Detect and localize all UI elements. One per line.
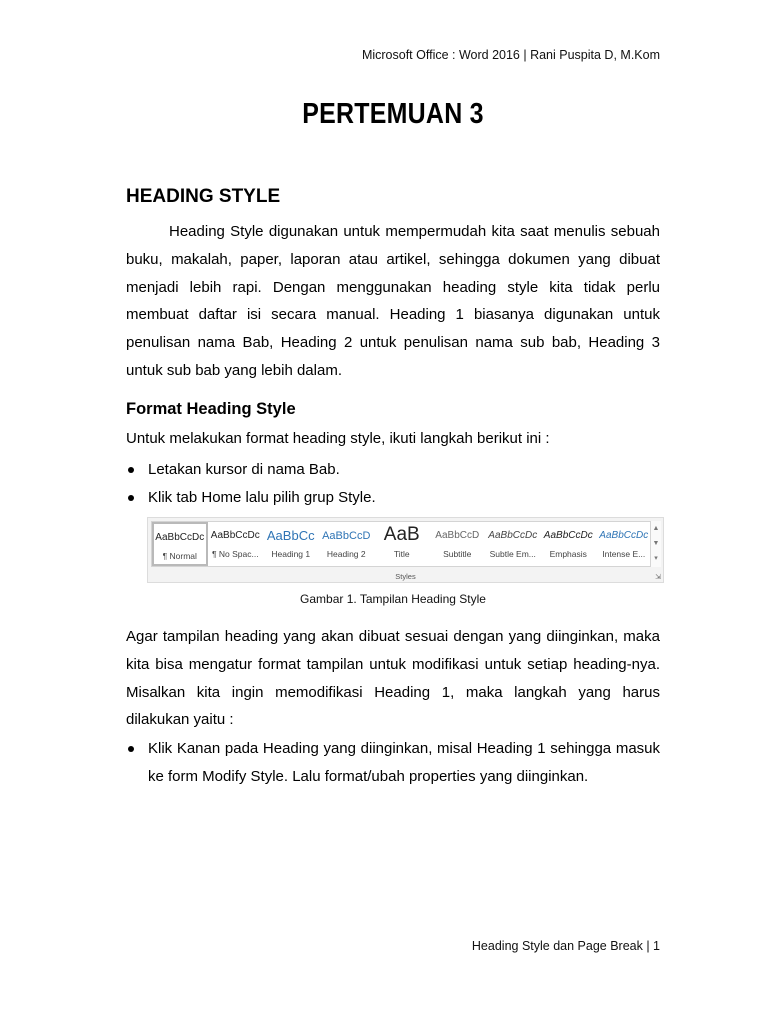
style-label: Intense E... xyxy=(602,549,646,559)
list-item: Klik tab Home lalu pilih grup Style. xyxy=(126,484,660,512)
sub-heading: Format Heading Style xyxy=(126,400,296,418)
style-tile-subtle-emphasis[interactable] xyxy=(485,522,541,566)
style-tile-heading-1[interactable] xyxy=(263,522,319,566)
style-sample: AaBbCcDc xyxy=(155,532,205,543)
list-item: Letakan kursor di nama Bab. xyxy=(126,456,660,484)
list-item: Klik Kanan pada Heading yang diinginkan, misal Heading 1 sehingga masuk ke form Modify Style. Lalu format/ubah properties yang diinginkan. xyxy=(126,735,660,791)
style-label: Subtle Em... xyxy=(489,549,536,559)
style-tile-intense-emphasis[interactable] xyxy=(596,522,652,566)
style-sample: AaBbCcDc xyxy=(488,530,538,541)
bullet-icon xyxy=(128,746,134,752)
format-steps-list xyxy=(126,456,660,512)
format-lead-text: Untuk melakukan format heading style, ikuti langkah berikut ini : xyxy=(126,430,550,447)
chevron-up-icon[interactable]: ▲ xyxy=(652,525,660,532)
modify-steps-list xyxy=(126,735,660,791)
dialog-launcher-icon[interactable]: ⇲ xyxy=(655,574,661,581)
style-sample: AaBbCcDc xyxy=(599,530,649,541)
style-label: ¶ No Spac... xyxy=(211,549,259,559)
style-label: Title xyxy=(393,549,410,559)
style-tile-emphasis[interactable] xyxy=(541,522,597,566)
more-styles-icon[interactable]: ▾ xyxy=(654,555,658,562)
intro-paragraph: Heading Style digunakan untuk mempermudah kita saat menulis sebuah buku, makalah, paper, laporan atau artikel, sehingga dokumen yang dibuat menjadi lebih rapi. Dengan menggunakan heading style kita tidak perlu membuat daftar isi secara manual. Heading 1 biasanya digunakan untuk penulisan nama Bab, Heading 2 untuk penulisan nama sub bab, Heading 3 untuk sub bab yang lebih dalam. xyxy=(126,223,660,379)
bullet-icon xyxy=(128,495,134,501)
section-heading: HEADING STYLE xyxy=(126,186,281,207)
style-tile-no-spacing[interactable] xyxy=(208,522,264,566)
style-label: Heading 1 xyxy=(271,549,311,559)
page-header: Microsoft Office : Word 2016 | Rani Puspita D, M.Kom xyxy=(361,48,660,62)
chevron-down-icon[interactable]: ▼ xyxy=(652,540,660,547)
style-sample: AaBbCcDc xyxy=(210,530,260,541)
style-tile-title[interactable] xyxy=(374,522,430,566)
figure-caption: Gambar 1. Tampilan Heading Style xyxy=(300,592,486,606)
styles-gallery xyxy=(151,521,654,567)
gallery-scroll[interactable] xyxy=(650,521,661,567)
page-footer: Heading Style dan Page Break | 1 xyxy=(471,939,660,953)
styles-group-label: Styles xyxy=(395,572,416,581)
style-tile-normal[interactable] xyxy=(152,522,208,566)
modify-paragraph: Agar tampilan heading yang akan dibuat sesuai dengan yang diinginkan, maka kita bisa mengatur format tampilan untuk modifikasi untuk setiap heading-nya. Misalkan kita ingin memodifikasi Heading 1, maka langkah yang harus dilakukan yaitu : xyxy=(126,628,660,729)
style-sample: AaBbCcDc xyxy=(543,530,593,541)
bullet-icon xyxy=(128,467,134,473)
style-tile-heading-2[interactable] xyxy=(319,522,375,566)
style-label: ¶ Normal xyxy=(162,551,197,561)
style-label: Emphasis xyxy=(549,549,587,559)
page-title: PERTEMUAN 3 xyxy=(302,98,484,130)
style-sample: AaBbCcD xyxy=(322,530,371,542)
style-label: Heading 2 xyxy=(326,549,366,559)
styles-ribbon-image xyxy=(147,517,664,583)
style-sample: AaBbCcD xyxy=(435,530,480,541)
style-sample: AaBbCc xyxy=(266,528,315,543)
style-tile-subtitle[interactable] xyxy=(430,522,486,566)
style-label: Subtitle xyxy=(443,549,472,559)
style-sample: AaB xyxy=(383,524,420,545)
